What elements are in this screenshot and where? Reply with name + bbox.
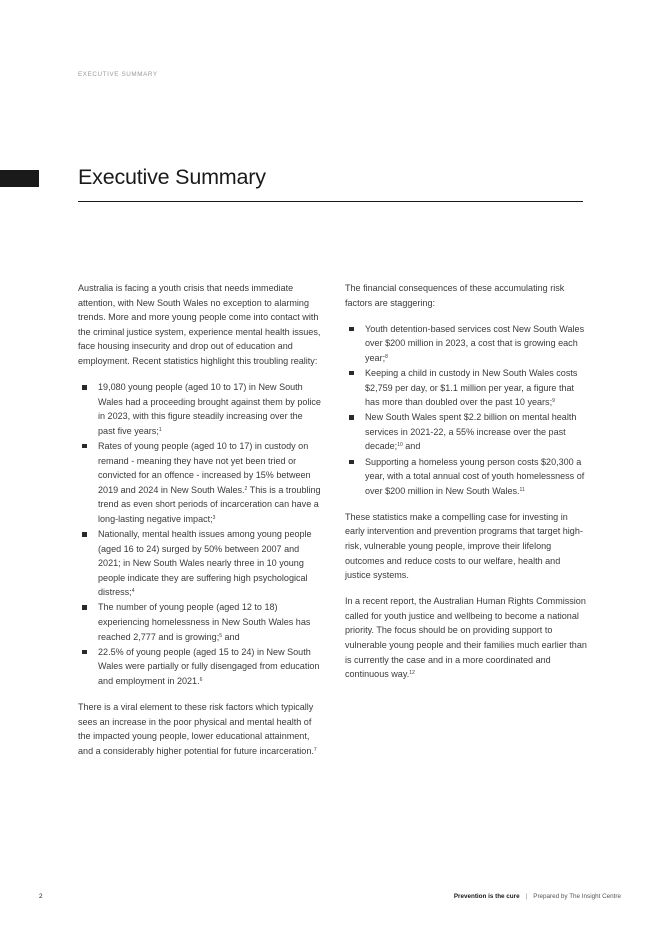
bullet-icon [82, 385, 87, 390]
bullet-icon [82, 605, 87, 610]
list-item [78, 527, 322, 600]
list-item [345, 322, 587, 366]
bullet-icon [82, 532, 87, 537]
item-text-tail: and [222, 631, 240, 642]
item-text-tail: This is a troubling trend as even short periods of incarceration can have a long-lasting negative impact; [98, 484, 321, 524]
publication-title: Prevention is the cure [453, 893, 520, 900]
bullet-icon [349, 415, 354, 420]
item-text: Keeping a child in custody in New South Wales costs $2,759 per day, or $1.1 million per year, a figure that has more than doubled over the past 10 years; [365, 367, 578, 408]
item-text: The number of young people (aged 12 to 18) experiencing homelessness in New South Wales has reached 2,777 and is growing; [98, 602, 311, 642]
footnote-ref[interactable]: 3 [212, 514, 216, 521]
footnote-ref[interactable]: 5 [219, 632, 222, 639]
title-divider [78, 201, 583, 202]
bullet-icon [82, 650, 87, 655]
list-item [78, 439, 322, 527]
footer-credit [454, 893, 621, 900]
closing-paragraph [78, 700, 322, 758]
list-item [345, 455, 587, 499]
list-item [78, 600, 322, 644]
right-column [345, 281, 587, 693]
item-text: 19,080 young people (aged 10 to 17) in New South Wales had a proceeding brought against them by police in 2023, with this figure steadily increasing over the past five years; [98, 382, 321, 436]
intro-paragraph: Australia is facing a youth crisis that needs immediate attention, with New South Wales no exception to alarming trends. More and more young people come into contact with the criminal justice system, experience mental health issues, face housing insecurity and drop out of education and employment. Recent statistics highlight this troubling reality: [78, 283, 321, 366]
footnote-ref[interactable]: 8 [385, 353, 388, 360]
item-text: Nationally, mental health issues among young people (aged 16 to 24) surged by 50% between 2007 and 2021; in New South Wales nearly three in 10 young people indicate they are suffering high psychological distress; [98, 529, 312, 598]
paragraph-text: In a recent report, the Australian Human Rights Commission called for youth justice and wellbeing to become a national priority. The focus should be on providing support to vulnerable young people and their families much earlier than is currently the case and in a more coordinated and continuous way. [345, 596, 587, 680]
page-number: 2 [39, 893, 43, 900]
item-text-tail: and [402, 441, 421, 452]
human-rights-paragraph [345, 594, 587, 682]
footnote-ref[interactable]: 2 [244, 485, 248, 492]
section-marker-bar [0, 170, 39, 187]
item-text: Youth detention-based services cost New South Wales over $200 million in 2023, a cost that is growing each year; [365, 323, 585, 363]
running-header: EXECUTIVE SUMMARY [78, 71, 158, 78]
bullet-icon [82, 444, 87, 449]
paragraph-text: There is a viral element to these risk factors which typically sees an increase in the poor physical and mental health of the impacted young people, lower educational attainment, and a considerably higher potential for future incarceration. [78, 702, 314, 756]
left-column [78, 281, 322, 770]
statistics-list [78, 380, 322, 688]
list-item [78, 380, 322, 438]
financial-intro-paragraph: The financial consequences of these accumulating risk factors are staggering: [345, 283, 565, 308]
bullet-icon [349, 327, 354, 332]
footnote-ref[interactable]: 7 [313, 746, 317, 753]
footer-separator: | [525, 893, 528, 900]
footnote-ref[interactable]: 11 [519, 486, 525, 493]
item-text: Rates of young people (aged 10 to 17) in custody on remand - meaning they have not yet been tried or convicted for an offence - increased by 15% between 2019 and 2024 in New South Wales. [98, 440, 311, 495]
investment-paragraph: These statistics make a compelling case for investing in early intervention and prevention programs that target high-risk, vulnerable young people, improve their lifelong outcomes and reduce costs to our welfare, health and justice systems. [345, 511, 583, 581]
list-item [78, 645, 322, 689]
item-text: 22.5% of young people (aged 15 to 24) in New South Wales were partially or fully disengaged from education and employment in 2021. [98, 646, 320, 686]
item-text: New South Wales spent $2.2 billion on mental health services in 2021-22, a 55% increase over the past decade; [365, 412, 577, 452]
footnote-ref[interactable]: 6 [199, 676, 203, 683]
page-title: Executive Summary [78, 165, 266, 189]
footnote-ref[interactable]: 1 [158, 426, 162, 433]
list-item [345, 366, 587, 410]
list-item [345, 410, 587, 454]
footnote-ref[interactable]: 9 [552, 398, 555, 405]
footnote-ref[interactable]: 10 [397, 442, 403, 449]
financial-list [345, 322, 587, 499]
footnote-ref[interactable]: 4 [131, 588, 135, 595]
bullet-icon [349, 371, 354, 376]
footnote-ref[interactable]: 12 [409, 670, 415, 677]
item-text: Supporting a homeless young person costs $20,300 a year, with a total annual cost of youth homelessness of over $200 million in New South Wales. [365, 456, 585, 496]
bullet-icon [349, 460, 354, 465]
prepared-by: Prepared by The Insight Centre [533, 893, 621, 900]
